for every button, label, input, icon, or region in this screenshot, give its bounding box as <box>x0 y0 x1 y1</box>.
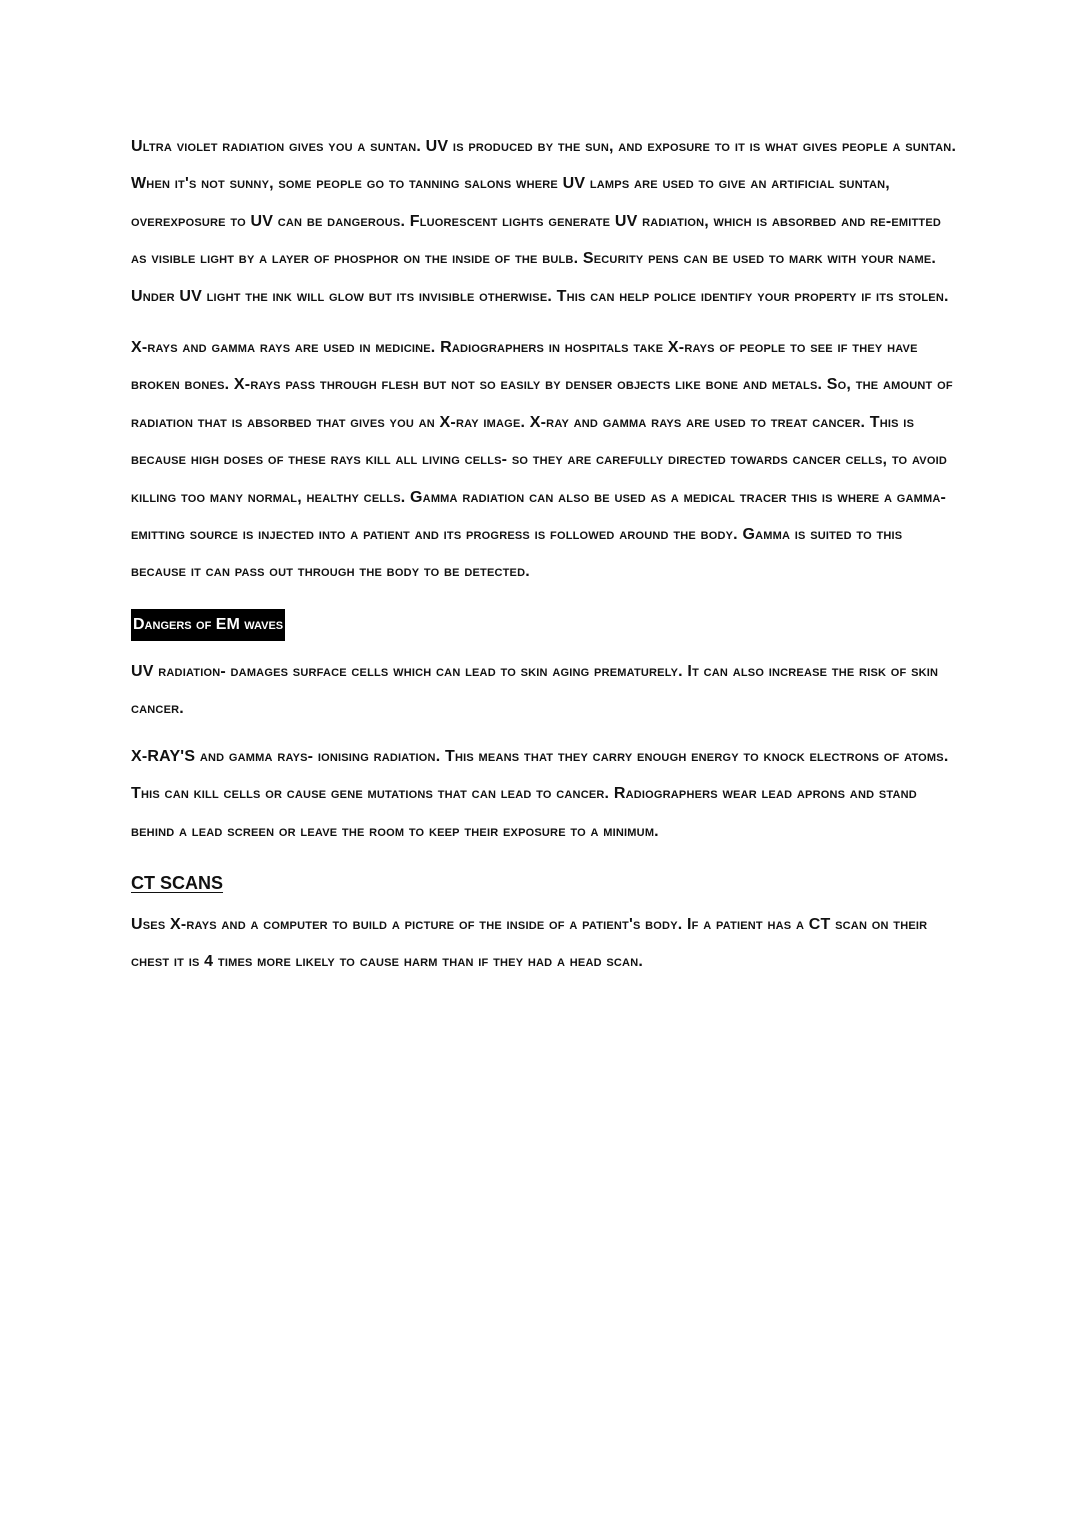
paragraph-xray-gamma-dangers: X-RAY'S and gamma rays- ionising radiation. This means that they carry enough energy to knock electrons of atoms. This can kill cells or cause gene mutations that can lead to cancer. Radiographers wear lead aprons and stand behind a lead screen or leave the room to keep their exposure to a minimum. <box>131 747 949 840</box>
paragraph-xray-gamma-uses: X-rays and gamma rays are used in medicine. Radiographers in hospitals take X-rays of people to see if they have broken bones. X-rays pass through flesh but not so easily by denser objects like bone and metals. So, the amount of radiation that is absorbed that gives you an X-ray image. X-ray and gamma rays are used to treat cancer. This is because high doses of these rays kill all living cells- so they are carefully directed towards cancer cells, to avoid killing too many normal, healthy cells. Gamma radiation can also be used as a medical tracer this is where a gamma-emitting source is injected into a patient and its progress is followed around the body. Gamma is suited to this because it can pass out through the body to be detected. <box>131 339 953 581</box>
heading-ct-scans: CT SCANS <box>131 872 224 893</box>
ct-heading-wrapper <box>131 864 961 906</box>
heading-dangers-of-em-waves: Dangers of EM waves <box>131 609 285 641</box>
paragraph-uv-dangers: UV radiation- damages surface cells which can lead to skin aging prematurely. It can also increase the risk of skin cancer. <box>131 662 939 718</box>
dangers-heading-wrapper <box>131 605 961 653</box>
paragraph-uv-uses: Ultra violet radiation gives you a suntan. UV is produced by the sun, and exposure to it is what gives people a suntan. When it's not sunny, some people go to tanning salons where UV lamps are used to give an artificial suntan, overexposure to UV can be dangerous. Fluorescent lights generate UV radiation, which is absorbed and re-emitted as visible light by a layer of phosphor on the inside of the bulb. Security pens can be used to mark with your name. Under UV light the ink will glow but its invisible otherwise. This can help police identify your property if its stolen. <box>131 138 957 305</box>
paragraph-ct-scans: Uses X-rays and a computer to build a picture of the inside of a patient's body. If a patient has a CT scan on their chest it is 4 times more likely to cause harm than if they had a head scan. <box>131 915 928 971</box>
document-content <box>131 128 961 995</box>
